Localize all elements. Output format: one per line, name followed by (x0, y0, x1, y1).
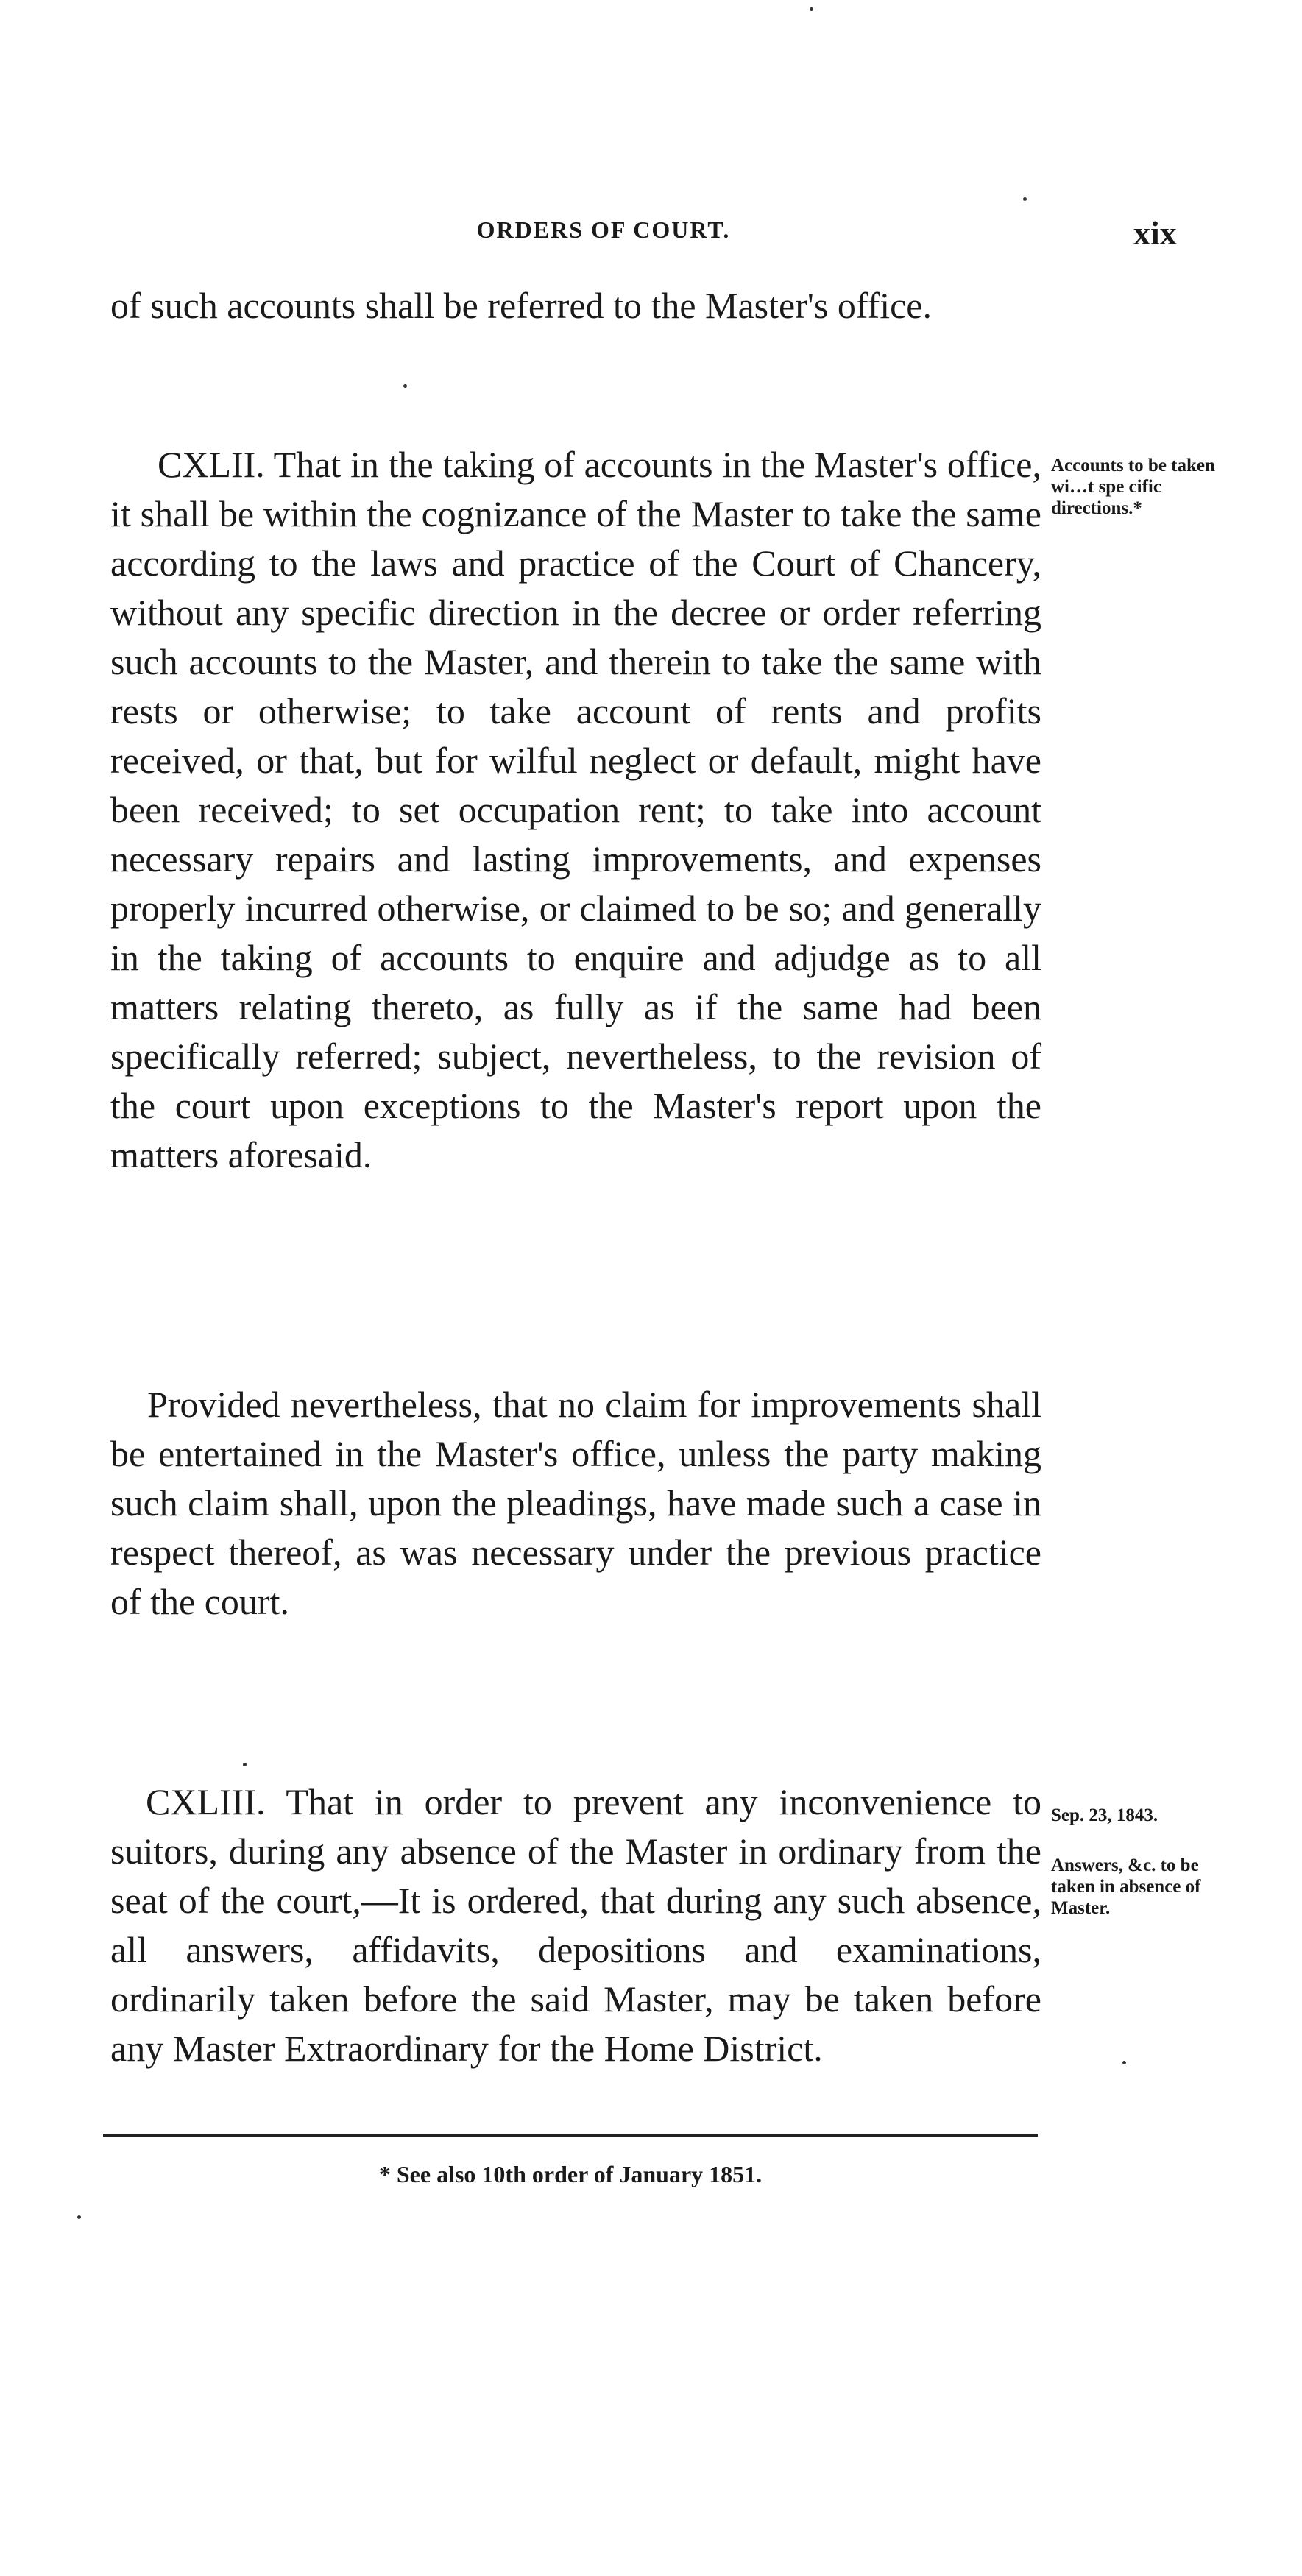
print-speck (77, 2215, 81, 2219)
footnote: * See also 10th order of January 1851. (378, 2161, 763, 2187)
paragraph-order-cxliii (110, 1777, 1041, 2073)
paragraph-text: of such accounts shall be referred to the Master's office. (110, 285, 932, 326)
print-speck (403, 384, 407, 388)
running-head: ORDERS OF COURT. (476, 216, 731, 243)
paragraph-text: CXLIII. That in order to prevent any inconvenience to suitors, during any absence of the Master in ordinary from the seat of the court,—It is ordered, that during any such absence, all answers, affidavits, depositions and examinations, ordinarily taken before the said Master, may be taken before any Master Extraordinary for the Home District. (110, 1781, 1041, 2069)
page-header (0, 213, 1302, 258)
margin-note-date: Sep. 23, 1843. (1051, 1805, 1158, 1825)
paragraph-proviso (110, 1380, 1041, 1627)
margin-note-answers: Answers, &c. to be taken in absence of Master. (1051, 1855, 1201, 1918)
paragraph-order-cxlii (110, 440, 1041, 1180)
print-speck (810, 7, 813, 11)
print-speck (243, 1763, 247, 1766)
page-number: xix (1133, 214, 1177, 252)
paragraph-text: CXLII. That in the taking of accounts in the Master's office, it shall be within the cognizance of the Master to take the same according to the laws and practice of the Court of Chancery, without any specific direction in the decree or order referring such accounts to the Master, and therein to take the same with rests or otherwise; to take account of rents and profits received, or that, but for wilful neglect or default, might have been received; to set occupation rent; to take into account necessary repairs and lasting improvements, and expenses properly incurred otherwise, or claimed to be so; and generally in the taking of accounts to enquire and adjudge as to all matters relating thereto, as fully as if the same had been specifically referred; subject, nevertheless, to the revision of the court upon exceptions to the Master's report upon the matters aforesaid. (110, 444, 1041, 1175)
print-speck (1122, 2061, 1126, 2064)
footnote-divider (103, 2134, 1038, 2137)
paragraph-continuation (110, 281, 1041, 330)
paragraph-text: Provided nevertheless, that no claim for improvements shall be entertained in the Master's office, unless the party making such claim shall, upon the pleadings, have made such a case in respect thereof, as was necessary under the previous practice of the court. (110, 1384, 1041, 1622)
print-speck (1023, 197, 1027, 201)
margin-note-accounts: Accounts to be taken wi…t spe cific directions.* (1051, 456, 1215, 518)
